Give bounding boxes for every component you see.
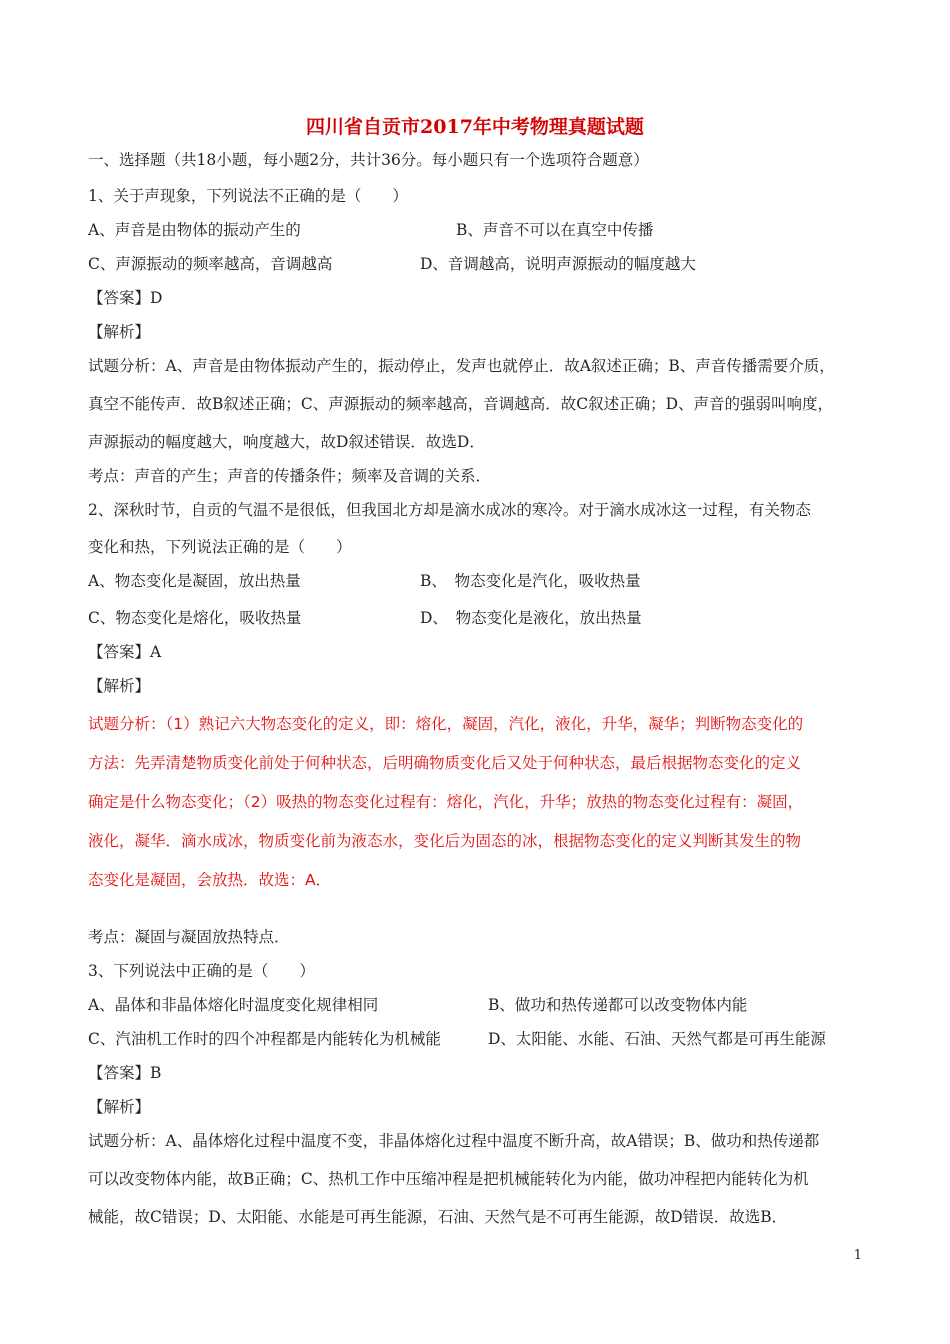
- q1-option-c: C、声源振动的频率越高，音调越高: [88, 255, 333, 273]
- q2-analysis-label: 【解析】: [88, 677, 151, 695]
- q3-option-d: D、太阳能、水能、石油、天然气都是可再生能源: [488, 1030, 826, 1048]
- q2-option-c: C、物态变化是熔化，吸收热量: [88, 609, 302, 627]
- q2-answer: 【答案】A: [88, 643, 162, 661]
- q3-answer: 【答案】B: [88, 1064, 162, 1082]
- q3-analysis-line: 可以改变物体内能，故B正确；C、热机工作中压缩冲程是把机械能转化为内能，做功冲程把内能转化为机: [88, 1170, 809, 1188]
- q2-analysis-line: 确定是什么物态变化；（2）吸热的物态变化过程有：熔化，汽化，升华；放热的物态变化过程有：凝固，: [88, 793, 804, 811]
- q1-option-b: B、声音不可以在真空中传播: [456, 221, 654, 239]
- q1-answer: 【答案】D: [88, 289, 163, 307]
- q2-analysis-line: 液化，凝华．滴水成冰，物质变化前为液态水，变化后为固态的冰，根据物态变化的定义判断其发生的物: [88, 832, 802, 850]
- q3-option-a: A、晶体和非晶体熔化时温度变化规律相同: [88, 996, 379, 1014]
- q1-question: 1、关于声现象，下列说法不正确的是（ ）: [88, 187, 408, 205]
- q3-analysis-line: 试题分析：A、晶体熔化过程中温度不变，非晶体熔化过程中温度不断升高，故A错误；B、做功和热传递都: [88, 1132, 820, 1150]
- q3-analysis-label: 【解析】: [88, 1098, 151, 1116]
- page-title: 四川省自贡市2017年中考物理真题试题: [306, 116, 644, 138]
- q1-option-a: A、声音是由物体的振动产生的: [88, 221, 301, 239]
- section-heading: 一、选择题（共18小题，每小题2分，共计36分。每小题只有一个选项符合题意）: [88, 151, 649, 169]
- q3-question: 3、下列说法中正确的是（ ）: [88, 962, 315, 980]
- q2-question-line: 2、深秋时节，自贡的气温不是很低，但我国北方却是滴水成冰的寒冷。对于滴水成冰这一过程，有关物态: [88, 501, 811, 519]
- q2-option-b: B、 物态变化是汽化，吸收热量: [420, 572, 641, 590]
- q2-analysis-line: 试题分析：（1）熟记六大物态变化的定义，即：熔化，凝固，汽化，液化，升华，凝华；判断物态变化的: [88, 715, 804, 733]
- q2-analysis-line: 态变化是凝固，会放热．故选：A．: [88, 871, 332, 889]
- q2-analysis-line: 方法：先弄清楚物质变化前处于何种状态，后明确物质变化后又处于何种状态，最后根据物态变化的定义: [88, 754, 802, 772]
- q1-kaodian: 考点：声音的产生；声音的传播条件；频率及音调的关系．: [88, 467, 492, 485]
- q2-option-d: D、 物态变化是液化，放出热量: [420, 609, 642, 627]
- q1-analysis-line: 真空不能传声．故B叙述正确；C、声源振动的频率越高，音调越高．故C叙述正确；D、声音的强弱叫响度，: [88, 395, 834, 413]
- q3-option-c: C、汽油机工作时的四个冲程都是内能转化为机械能: [88, 1030, 441, 1048]
- q1-analysis-line: 试题分析：A、声音是由物体振动产生的，振动停止，发声也就停止．故A叙述正确；B、声音传播需要介质，: [88, 357, 835, 375]
- q2-question-line: 变化和热，下列说法正确的是（ ）: [88, 538, 352, 556]
- q1-option-d: D、音调越高，说明声源振动的幅度越大: [420, 255, 696, 273]
- page-number: 1: [853, 1248, 862, 1263]
- q2-kaodian: 考点：凝固与凝固放热特点．: [88, 928, 290, 946]
- q2-option-a: A、物态变化是凝固，放出热量: [88, 572, 301, 590]
- q3-option-b: B、做功和热传递都可以改变物体内能: [488, 996, 748, 1014]
- q1-analysis-label: 【解析】: [88, 323, 151, 341]
- q3-analysis-line: 械能，故C错误；D、太阳能、水能是可再生能源，石油、天然气是不可再生能源，故D错误．故选B．: [88, 1208, 788, 1226]
- q1-analysis-line: 声源振动的幅度越大，响度越大，故D叙述错误．故选D．: [88, 433, 485, 451]
